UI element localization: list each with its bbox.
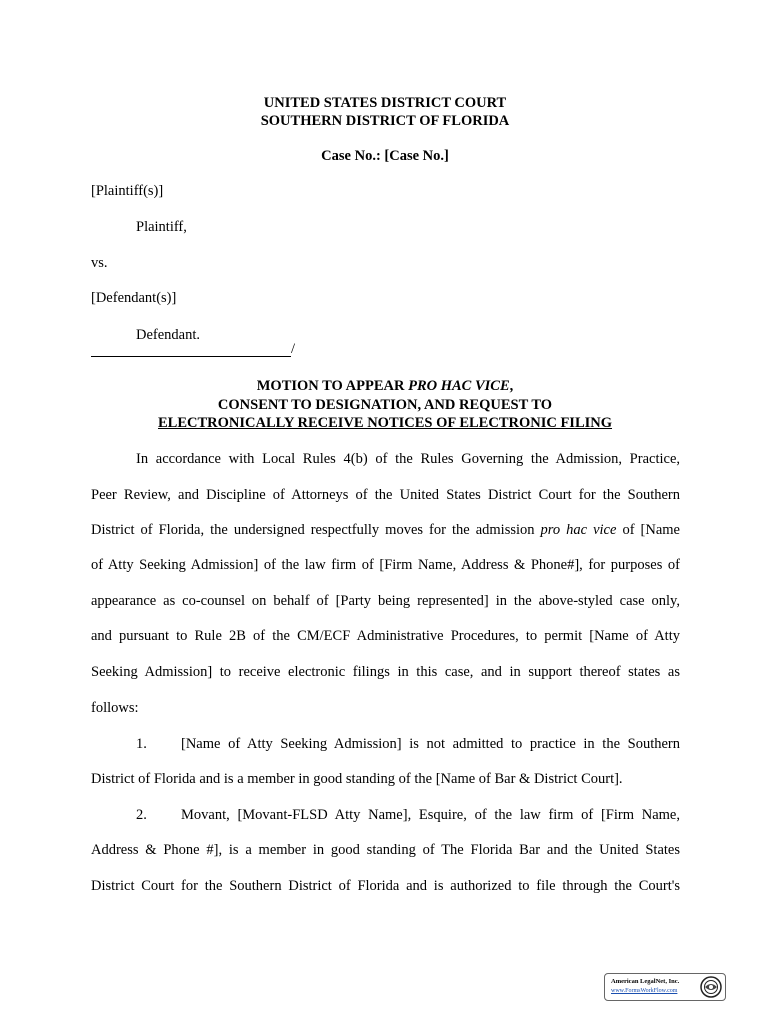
- plaintiff-name: [Plaintiff(s)]: [91, 183, 164, 199]
- court-name-line1: UNITED STATES DISTRICT COURT: [263, 95, 507, 111]
- globe-seal-icon: [700, 976, 722, 998]
- motion-title-line2: CONSENT TO DESIGNATION, AND REQUEST TO: [217, 397, 553, 413]
- intro-line3-prefix: District of Florida, the undersigned respectfully moves for the admission: [91, 522, 541, 538]
- footer-company: American LegalNet, Inc.: [611, 978, 680, 985]
- plaintiff-role: Plaintiff,: [136, 219, 187, 235]
- caption-slash: /: [291, 341, 296, 357]
- versus-label: vs.: [91, 255, 108, 271]
- para1-number: 1.: [136, 736, 147, 752]
- case-number: Case No.: [Case No.]: [321, 148, 449, 164]
- footer-url-link[interactable]: www.FormsWorkFlow.com: [611, 988, 678, 994]
- intro-line3-suffix: of [Name: [616, 522, 680, 538]
- motion-title-line1: [0, 378, 770, 395]
- motion-title-suffix: ,: [509, 378, 514, 394]
- intro-line: follows:: [91, 700, 139, 716]
- court-name-line2: SOUTHERN DISTRICT OF FLORIDA: [260, 113, 510, 129]
- defendant-name: [Defendant(s)]: [91, 290, 177, 306]
- intro-line: appearance as co-counsel on behalf of [Party being represented] in the above-styled case only,: [91, 593, 680, 609]
- intro-line: In accordance with Local Rules 4(b) of the Rules Governing the Admission, Practice,: [136, 451, 680, 467]
- defendant-role: Defendant.: [136, 327, 201, 343]
- intro-line3-italic: pro hac vice: [540, 522, 617, 538]
- caption-signature-line: [91, 356, 291, 357]
- intro-line: Seeking Admission] to receive electronic filings in this case, and in support thereof states as: [91, 664, 680, 680]
- para2-line: Address & Phone #], is a member in good standing of The Florida Bar and the United States: [91, 842, 680, 858]
- intro-line: of Atty Seeking Admission] of the law firm of [Firm Name, Address & Phone#], for purposes of: [91, 557, 680, 573]
- para2-line: District Court for the Southern District of Florida and is authorized to file through the Court's: [91, 878, 680, 894]
- motion-title-italic: PRO HAC VICE: [408, 378, 510, 394]
- intro-line: and pursuant to Rule 2B of the CM/ECF Administrative Procedures, to permit [Name of Atty: [91, 628, 680, 644]
- para2-line: Movant, [Movant-FLSD Atty Name], Esquire, of the law firm of [Firm Name,: [181, 807, 680, 823]
- para2-number: 2.: [136, 807, 147, 823]
- motion-title-prefix: MOTION TO APPEAR: [256, 378, 409, 394]
- para1-line: District of Florida and is a member in good standing of the [Name of Bar & District Court].: [91, 771, 623, 787]
- intro-line: [91, 522, 680, 539]
- intro-line: Peer Review, and Discipline of Attorneys of the United States District Court for the Southern: [91, 487, 680, 503]
- motion-title-line3: ELECTRONICALLY RECEIVE NOTICES OF ELECTRONIC FILING: [157, 415, 613, 431]
- footer-badge: [604, 973, 726, 1001]
- para1-line: [Name of Atty Seeking Admission] is not admitted to practice in the Southern: [181, 736, 680, 752]
